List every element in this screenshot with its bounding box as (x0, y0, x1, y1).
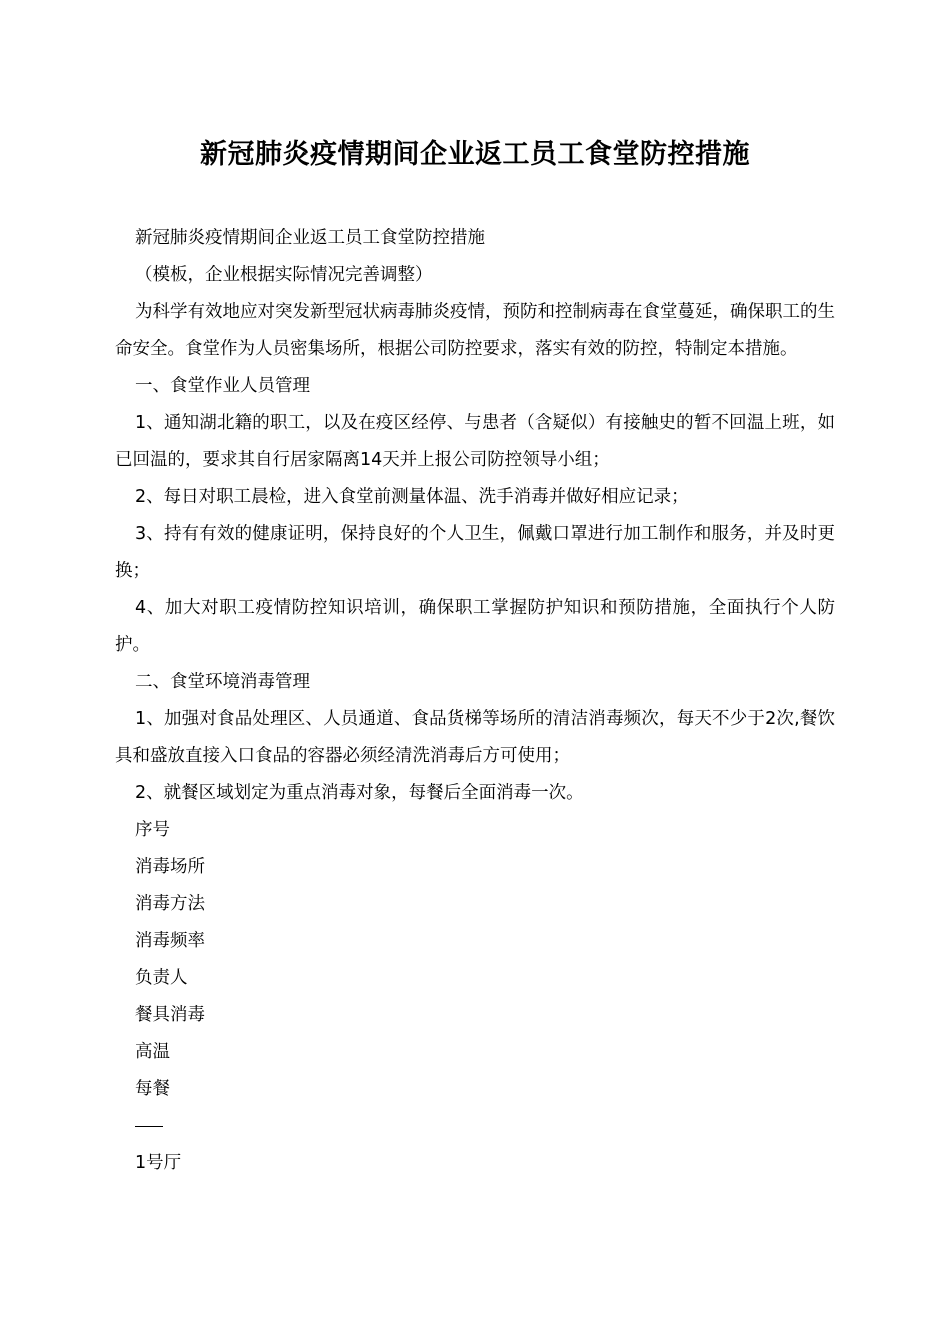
staff-item: 3、持有有效的健康证明，保持良好的个人卫生，佩戴口罩进行加工制作和服务，并及时更换； (115, 524, 835, 581)
subtitle: 新冠肺炎疫情期间企业返工员工食堂防控措施 (135, 228, 485, 248)
document-title: 新冠肺炎疫情期间企业返工员工食堂防控措施 (200, 139, 750, 170)
table-cell: 餐具消毒 (135, 1005, 205, 1025)
template-note: （模板，企业根据实际情况完善调整） (135, 265, 433, 285)
table-cell: 每餐 (135, 1079, 170, 1099)
intro-paragraph: 为科学有效地应对突发新型冠状病毒肺炎疫情，预防和控制病毒在食堂蔓延，确保职工的生命安全。食堂作为人员密集场所，根据公司防控要求，落实有效的防控，特制定本措施。 (115, 302, 835, 359)
dash-line (135, 1126, 163, 1127)
disinfection-item: 1、加强对食品处理区、人员通道、食品货梯等场所的清洁消毒频次，每天不少于2次,餐饮具和盛放直接入口食品的容器必须经清洗消毒后方可使用； (115, 709, 835, 766)
table-cell: 序号 (135, 820, 170, 840)
table-cell: 高温 (135, 1042, 170, 1062)
staff-item: 1、通知湖北籍的职工，以及在疫区经停、与患者（含疑似）有接触史的暂不回温上班，如已回温的，要求其自行居家隔离14天并上报公司防控领导小组； (115, 413, 835, 470)
staff-item: 4、加大对职工疫情防控知识培训，确保职工掌握防护知识和预防措施，全面执行个人防护。 (115, 598, 835, 655)
table-cell: 负责人 (135, 968, 188, 988)
table-cell: 消毒场所 (135, 857, 205, 877)
section-heading-staff: 一、食堂作业人员管理 (135, 376, 310, 396)
staff-item: 2、每日对职工晨检，进入食堂前测量体温、洗手消毒并做好相应记录； (135, 487, 689, 507)
section-heading-disinfection: 二、食堂环境消毒管理 (135, 672, 310, 692)
disinfection-item: 2、就餐区域划定为重点消毒对象，每餐后全面消毒一次。 (135, 783, 584, 803)
document-body (115, 220, 835, 1182)
empty-cell-dash (115, 1108, 835, 1145)
table-cell: 1号厅 (135, 1153, 182, 1173)
table-cell: 消毒方法 (135, 894, 205, 914)
table-cell: 消毒频率 (135, 931, 205, 951)
